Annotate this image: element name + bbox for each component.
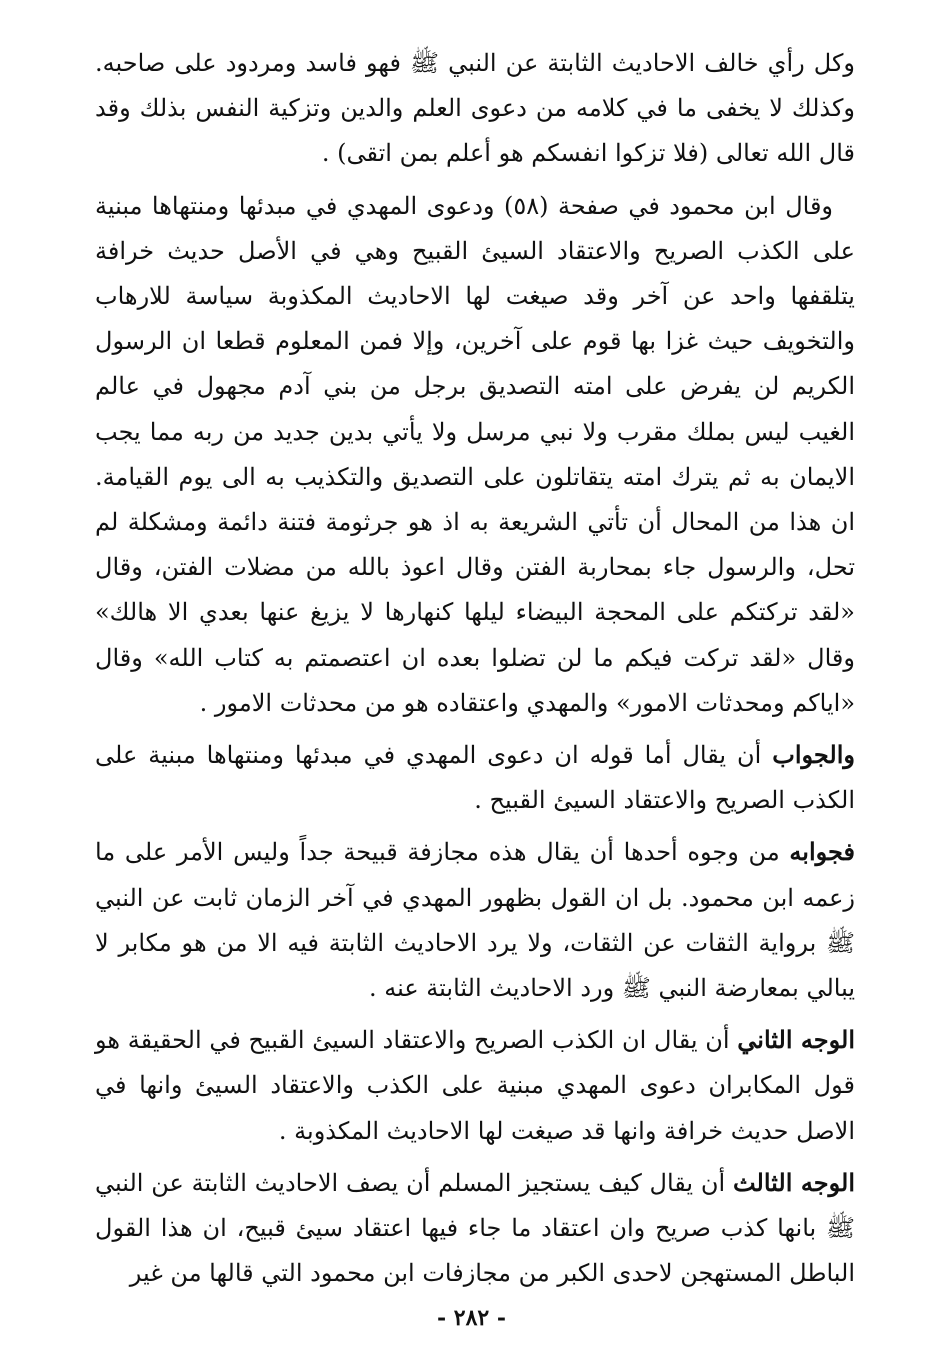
- paragraph-6: [95, 1160, 855, 1297]
- paragraph-5-lead: الوجه الثاني: [737, 1025, 856, 1055]
- paragraph-5: [95, 1017, 855, 1154]
- paragraph-6-lead: الوجه الثالث: [732, 1167, 855, 1197]
- paragraph-4-lead: فجوابه: [789, 837, 855, 867]
- page-number: - ٢٨٢ -: [436, 1305, 507, 1331]
- paragraph-5-text: أن يقال ان الكذب الصريح والاعتقاد السيئ القبيح في الحقيقة هو قول المكابران دعوى المهدي مبنية على الكذب والاعتقاد السيئ وانها في الاصل حديث خرافة وانها قد صيغت لها الاحاديث المكذوبة .: [95, 1026, 855, 1145]
- paragraph-4: [95, 829, 855, 1011]
- paragraph-3: [95, 732, 855, 823]
- paragraph-6-text: أن يقال كيف يستجيز المسلم أن يصف الاحاديث الثابتة عن النبي ﷺ بانها كذب صريح وان اعتقاد ما جاء فيها اعتقاد سيئ قبيح، ان هذا القول الباطل المستهجن لاحدى الكبر من مجازفات ابن محمود التي قالها من غير: [95, 1168, 855, 1288]
- paragraph-2: [95, 183, 855, 726]
- paragraph-2-text: وقال ابن محمود في صفحة (٥٨) ودعوى المهدي في مبدئها ومنتهاها مبنية على الكذب الصريح والاعتقاد السيئ القبيح وهي في الأصل حديث خرافة يتلقفها واحد عن آخر وقد صيغت لها الاحاديث المكذوبة سياسة للارهاب والتخويف حيث غزا بها قوم على آخرين، وإلا فمن المعلوم قطعا ان الرسول الكريم لن يفرض على امته التصديق برجل من بني آدم مجهول في عالم الغيب ليس بملك مقرب ولا نبي مرسل ولا يأتي بدين جديد من ربه مما يجب الايمان به ثم يترك امته يتقاتلون على التصديق والتكذيب به الى يوم القيامة. ان هذا من المحال أن تأتي الشريعة به اذ هو جرثومة فتنة دائمة ومشكلة لم تحل، والرسول جاء بمحاربة الفتن وقال اعوذ بالله من مضلات الفتن، وقال «لقد تركتكم على المحجة البيضاء ليلها كنهارها لا يزيغ عنها بعدي الا هالك» وقال «لقد تركت فيكم ما لن تضلوا بعده ان اعتصمتم به كتاب الله» وقال «اياكم ومحدثات الامور» والمهدي واعتقاده هو من محدثات الامور .: [95, 191, 855, 717]
- paragraph-3-text: أن يقال أما قوله ان دعوى المهدي في مبدئها ومنتهاها مبنية على الكذب الصريح والاعتقاد السيئ القبيح .: [95, 741, 855, 815]
- paragraph-1: [95, 40, 855, 177]
- page-body: [95, 40, 855, 1302]
- paragraph-3-lead: والجواب: [772, 740, 855, 770]
- paragraph-1-text: وكل رأي خالف الاحاديث الثابتة عن النبي ﷺ فهو فاسد ومردود على صاحبه. وكذلك لا يخفى ما في كلامه من دعوى العلم والدين وتزكية النفس بذلك وقد قال الله تعالى (فلا تزكوا انفسكم هو أعلم بمن اتقى) .: [95, 49, 855, 168]
- paragraph-4-text: من وجوه أحدها أن يقال هذه مجازفة قبيحة جداً وليس الأمر على ما زعمه ابن محمود. بل ان القول بظهور المهدي في آخر الزمان ثابت عن النبي ﷺ برواية الثقات عن الثقات، ولا يرد الاحاديث الثابتة فيه الا من هو مكابر لا يبالي بمعارضة النبي ﷺ ورد الاحاديث الثابتة عنه .: [95, 838, 855, 1003]
